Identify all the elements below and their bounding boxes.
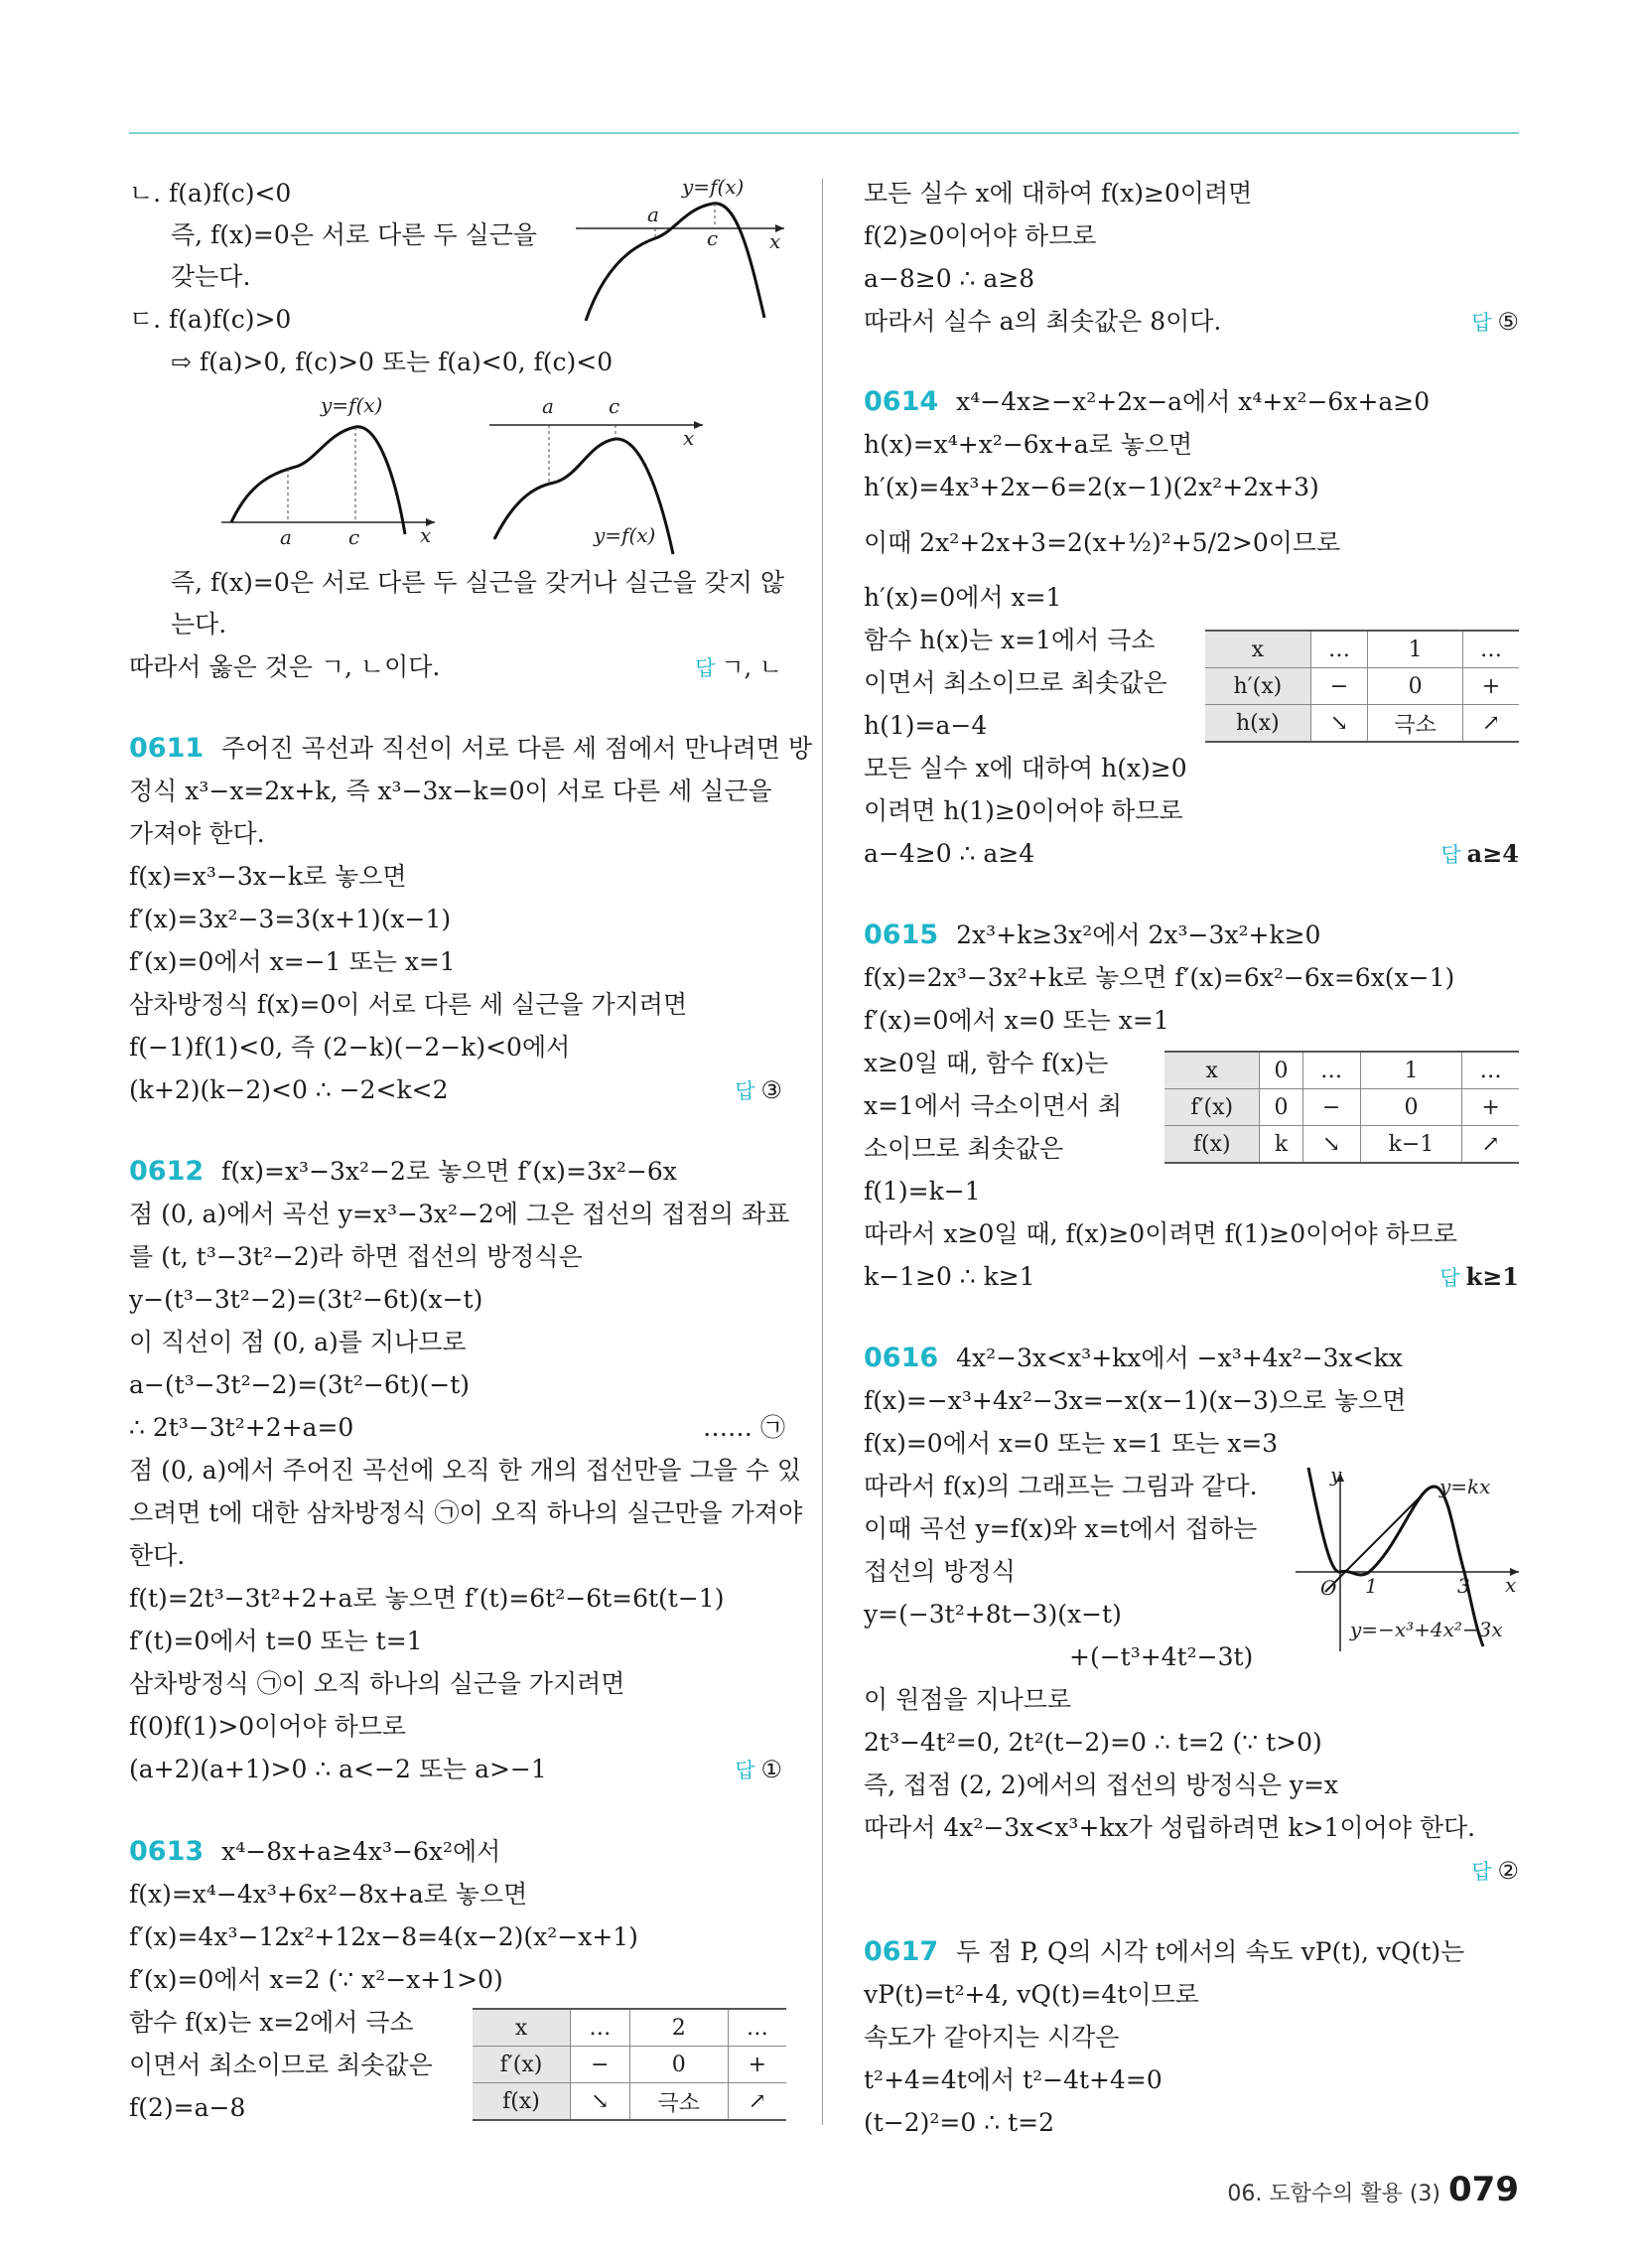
label-x: x (1505, 1573, 1517, 1597)
table-cell: 0 (1260, 1052, 1302, 1089)
table-cell: … (728, 2009, 786, 2047)
variation-table-0614 (1205, 630, 1519, 743)
curve-label: y=f(x) (682, 175, 745, 199)
table-row (473, 2009, 786, 2047)
answer-tag: 답 (1471, 1860, 1492, 1884)
text-line: 를 (t, t³−3t²−2)라 하면 접선의 방정식은 (129, 1242, 583, 1271)
text-line: 따라서 실수 a의 최솟값은 8이다. (864, 307, 1222, 336)
table-cell: 극소 (629, 2083, 728, 2121)
table-cell: ↗ (1462, 1126, 1519, 1164)
table-cell: x (473, 2009, 571, 2047)
text-line: f(t)=2t³−3t²+2+a로 놓으면 f′(t)=6t²−6t=6t(t−1) (129, 1584, 725, 1613)
table-cell: − (1310, 668, 1368, 705)
text-line: a−4≥0 ∴ a≥4 (864, 839, 1035, 868)
table-row (1205, 668, 1519, 705)
text-line: 함수 h(x)는 x=1에서 극소 (864, 626, 1156, 654)
text-line: k−1≥0 ∴ k≥1 (864, 1262, 1035, 1291)
text-line: 삼차방정식 f(x)=0이 서로 다른 세 실근을 가지려면 (129, 990, 688, 1019)
text-line: 모든 실수 x에 대하여 h(x)≥0 (864, 754, 1187, 782)
text-line: ㄷ. f(a)f(c)>0 (129, 305, 292, 334)
table-cell: 2 (629, 2009, 728, 2047)
page-number: 079 (1448, 2170, 1519, 2209)
answer-tag: 답 (735, 1079, 755, 1103)
text-line: 한다. (129, 1541, 186, 1570)
text-line: 가져야 한다. (129, 819, 265, 848)
answer-value: ⑤ (1497, 308, 1519, 336)
text-line: f(1)=k−1 (864, 1177, 981, 1205)
text-line: 따라서 x≥0일 때, f(x)≥0이려면 f(1)≥0이어야 하므로 (864, 1219, 1457, 1248)
text-line: f(x)=−x³+4x²−3x=−x(x−1)(x−3)으로 놓으면 (864, 1386, 1407, 1415)
graph-fa-fc-negative (566, 174, 789, 323)
answer-value: ㄱ, ㄴ (721, 653, 782, 681)
tick-3: 3 (1457, 1574, 1470, 1598)
label-x: x (420, 523, 432, 547)
equation-marker: …… ㉠ (703, 1413, 785, 1442)
text-line: 점 (0, a)에서 주어진 곡선에 오직 한 개의 접선만을 그을 수 있 (129, 1456, 801, 1485)
text-line: 이면서 최소이므로 최솟값은 (864, 668, 1167, 697)
problem-number: 0613 (129, 1836, 205, 1867)
table-cell: … (1462, 631, 1519, 668)
answer-610 (695, 650, 782, 685)
text-line: a−(t³−3t²−2)=(3t²−6t)(−t) (129, 1370, 471, 1399)
text-line: (a+2)(a+1)>0 ∴ a<−2 또는 a>−1 (129, 1755, 547, 1783)
table-cell: f′(x) (473, 2047, 571, 2083)
graph-cubic-tangent (1291, 1463, 1529, 1656)
curve (231, 427, 405, 534)
text-line: a−8≥0 ∴ a≥8 (864, 264, 1035, 293)
text-line: f′(t)=0에서 t=0 또는 t=1 (129, 1627, 423, 1655)
curve-label: y=f(x) (321, 393, 383, 417)
label-c: c (707, 226, 719, 250)
problem-0617 (864, 1935, 1464, 1969)
answer-value: k≥1 (1465, 1262, 1519, 1291)
table-cell: h(x) (1205, 705, 1310, 743)
x-axis-arrow (694, 421, 703, 429)
answer-611 (735, 1073, 782, 1108)
problem-number: 0611 (129, 733, 205, 764)
text-line: x⁴−8x+a≥4x³−6x²에서 (221, 1837, 501, 1866)
text-line: y=(−3t²+8t−3)(x−t) (864, 1600, 1122, 1629)
text-line: 삼차방정식 ㉠이 오직 하나의 실근을 가지려면 (129, 1669, 625, 1698)
variation-table-0615 (1164, 1051, 1519, 1164)
text-line: (t−2)²=0 ∴ t=2 (864, 2108, 1054, 2137)
text-line: 즉, f(x)=0은 서로 다른 두 실근을 갖거나 실근을 갖지 않 (171, 568, 785, 597)
text-line: 따라서 f(x)의 그래프는 그림과 같다. (864, 1472, 1258, 1500)
text-line: 즉, f(x)=0은 서로 다른 두 실근을 (171, 220, 537, 249)
text-line: 이때 2x²+2x+3=2(x+½)²+5/2>0이므로 (864, 528, 1341, 557)
text-line: 갖는다. (171, 262, 251, 291)
curve-label: y=−x³+4x²−3x (1350, 1618, 1503, 1641)
text-line: 4x²−3x<x³+kx에서 −x³+4x²−3x<kx (956, 1344, 1403, 1372)
text-line: f(2)=a−8 (129, 2093, 246, 2122)
answer-value: ③ (760, 1076, 782, 1104)
text-line: (k+2)(k−2)<0 ∴ −2<k<2 (129, 1075, 449, 1104)
text-line: y−(t³−3t²−2)=(3t²−6t)(x−t) (129, 1285, 483, 1314)
table-cell: f′(x) (1164, 1089, 1260, 1126)
table-row (1164, 1089, 1519, 1126)
top-rule (129, 132, 1519, 134)
text-line: 속도가 같아지는 시각은 (864, 2023, 1120, 2052)
table-cell: k−1 (1360, 1126, 1462, 1164)
answer-value: ② (1497, 1857, 1519, 1885)
text-line: h′(x)=0에서 x=1 (864, 583, 1062, 612)
text-line: 2t³−4t²=0, 2t²(t−2)=0 ∴ t=2 (∵ t>0) (864, 1728, 1322, 1757)
table-cell: ↘ (1302, 1126, 1360, 1164)
table-cell: 1 (1368, 631, 1463, 668)
table-cell: + (728, 2047, 786, 2083)
table-cell: 0 (1260, 1089, 1302, 1126)
table-cell: x (1205, 631, 1310, 668)
table-cell: 0 (1368, 668, 1463, 705)
answer-tag: 답 (1440, 843, 1461, 867)
curve-label: y=f(x) (594, 523, 656, 547)
table-cell: + (1462, 668, 1519, 705)
table-cell: 0 (629, 2047, 728, 2083)
text-line: f(−1)f(1)<0, 즉 (2−k)(−2−k)<0에서 (129, 1033, 571, 1062)
answer-tag: 답 (1471, 311, 1492, 335)
text-line: 즉, 접점 (2, 2)에서의 접선의 방정식은 y=x (864, 1771, 1339, 1799)
label-x: x (683, 426, 695, 450)
answer-tag: 답 (695, 656, 716, 680)
table-cell: + (1462, 1089, 1519, 1126)
problem-0611 (129, 732, 812, 766)
section-title: 06. 도함수의 활용 (3) (1227, 2182, 1441, 2206)
answer-613 (1471, 305, 1519, 340)
table-cell: 1 (1360, 1052, 1462, 1089)
table-row (473, 2047, 786, 2083)
answer-value: a≥4 (1466, 839, 1519, 868)
answer-value: ① (760, 1756, 782, 1783)
table-cell: − (571, 2047, 630, 2083)
label-a: a (542, 394, 554, 418)
problem-0614 (864, 385, 1430, 419)
text-line: f′(x)=3x²−3=3(x+1)(x−1) (129, 905, 452, 933)
text-line: +(−t³+4t²−3t) (1069, 1642, 1254, 1671)
text-line: ⇨ f(a)>0, f(c)>0 또는 f(a)<0, f(c)<0 (171, 348, 614, 376)
graph-both-positive (216, 393, 440, 549)
text-line: f(x)=x³−3x−k로 놓으면 (129, 862, 407, 891)
problem-number: 0612 (129, 1156, 205, 1187)
answer-tag: 답 (735, 1759, 755, 1782)
page-footer (1227, 2170, 1519, 2209)
table-cell: ↘ (571, 2083, 630, 2121)
problem-0615 (864, 919, 1320, 952)
text-line: 따라서 4x²−3x<x³+kx가 성립하려면 k>1이어야 한다. (864, 1813, 1476, 1842)
table-cell: ↗ (1462, 705, 1519, 743)
table-row (1164, 1126, 1519, 1164)
table-cell: f(x) (1164, 1126, 1260, 1164)
table-cell: … (1462, 1052, 1519, 1089)
text-line: f(x)=x⁴−4x³+6x²−8x+a로 놓으면 (129, 1880, 528, 1909)
problem-number: 0616 (864, 1343, 939, 1373)
text-line: 소이므로 최솟값은 (864, 1134, 1064, 1163)
text-line: h(x)=x⁴+x²−6x+a로 놓으면 (864, 430, 1193, 459)
text-line: x=1에서 극소이면서 최 (864, 1091, 1123, 1120)
text-line: f′(x)=0에서 x=0 또는 x=1 (864, 1006, 1169, 1035)
table-row (1205, 631, 1519, 668)
text-line: 점 (0, a)에서 곡선 y=x³−3x²−2에 그은 접선의 접점의 좌표 (129, 1200, 790, 1228)
text-line: 함수 f(x)는 x=2에서 극소 (129, 2008, 414, 2037)
text-line: t²+4=4t에서 t²−4t+4=0 (864, 2065, 1163, 2094)
answer-tag: 답 (1439, 1266, 1460, 1290)
text-line: 이면서 최소이므로 최솟값은 (129, 2051, 433, 2079)
text-line: 이때 곡선 y=f(x)와 x=t에서 접하는 (864, 1514, 1258, 1543)
table-cell: − (1302, 1089, 1360, 1126)
text-line: 따라서 옳은 것은 ㄱ, ㄴ이다. (129, 652, 441, 681)
variation-table-0613 (473, 2008, 786, 2121)
answer-616 (1471, 1854, 1519, 1889)
table-row (473, 2083, 786, 2121)
text-line: f(0)f(1)>0이어야 하므로 (129, 1712, 407, 1741)
problem-0612 (129, 1155, 677, 1189)
table-cell: x (1164, 1052, 1260, 1089)
table-cell: … (571, 2009, 630, 2047)
text-line: f(x)=2x³−3x²+k로 놓으면 f′(x)=6x²−6x=6x(x−1) (864, 963, 1455, 992)
label-a: a (647, 203, 659, 226)
label-c: c (348, 525, 360, 549)
table-row (1205, 705, 1519, 743)
table-row (1164, 1052, 1519, 1089)
table-cell: f(x) (473, 2083, 571, 2121)
text-line: 접선의 방정식 (864, 1557, 1016, 1586)
label-y: y (1330, 1463, 1342, 1487)
table-cell: … (1310, 631, 1368, 668)
text-line: f′(x)=0에서 x=2 (∵ x²−x+1>0) (129, 1965, 503, 1994)
answer-615 (1439, 1260, 1519, 1295)
table-cell: ↗ (728, 2083, 786, 2121)
text-line: x≥0일 때, 함수 f(x)는 (864, 1049, 1109, 1077)
text-line: 모든 실수 x에 대하여 f(x)≥0이려면 (864, 179, 1253, 208)
problem-number: 0615 (864, 920, 939, 950)
text-line: vP(t)=t²+4, vQ(t)=4t이므로 (864, 1980, 1199, 2009)
table-cell: 0 (1360, 1089, 1462, 1126)
curve (586, 204, 764, 321)
text-line: h(1)=a−4 (864, 711, 988, 740)
problem-number: 0617 (864, 1936, 939, 1967)
text-line: 두 점 P, Q의 시각 t에서의 속도 vP(t), vQ(t)는 (956, 1937, 1465, 1966)
table-cell: h′(x) (1205, 668, 1310, 705)
answer-614 (1440, 837, 1519, 872)
text-line: f′(x)=0에서 x=−1 또는 x=1 (129, 947, 456, 976)
label-x: x (769, 229, 781, 253)
table-cell: ↘ (1310, 705, 1368, 743)
text-line: h′(x)=4x³+2x−6=2(x−1)(2x²+2x+3) (864, 473, 1319, 501)
table-cell: … (1302, 1052, 1360, 1089)
text-line: 주어진 곡선과 직선이 서로 다른 세 점에서 만나려면 방 (221, 734, 813, 763)
table-cell: 극소 (1368, 705, 1463, 743)
problem-0613 (129, 1835, 500, 1869)
label-origin: O (1320, 1576, 1337, 1600)
problem-number: 0614 (864, 386, 939, 417)
text-line: ㄴ. f(a)f(c)<0 (129, 179, 292, 208)
answer-612 (735, 1753, 782, 1787)
line-label: y=kx (1439, 1475, 1491, 1498)
problem-0616 (864, 1342, 1403, 1375)
text-line: x⁴−4x≥−x²+2x−a에서 x⁴+x²−6x+a≥0 (956, 387, 1431, 416)
text-line: 정식 x³−x=2x+k, 즉 x³−3x−k=0이 서로 다른 세 실근을 (129, 777, 772, 805)
text-line: 2x³+k≥3x²에서 2x³−3x²+k≥0 (956, 921, 1321, 949)
text-line: f(x)=0에서 x=0 또는 x=1 또는 x=3 (864, 1429, 1279, 1458)
text-line: 이 원점을 지나므로 (864, 1685, 1072, 1714)
column-divider (822, 179, 823, 2125)
text-line: f(x)=x³−3x²−2로 놓으면 f′(x)=3x²−6x (221, 1157, 677, 1186)
tick-1: 1 (1365, 1574, 1378, 1598)
text-line: 이 직선이 점 (0, a)를 지나므로 (129, 1328, 467, 1356)
text-line: 는다. (171, 610, 227, 638)
text-line: f(2)≥0이어야 하므로 (864, 221, 1097, 250)
text-line: 으려면 t에 대한 삼차방정식 ㉠이 오직 하나의 실근만을 가져야 (129, 1498, 803, 1527)
label-a: a (280, 525, 292, 549)
text-line: f′(x)=4x³−12x²+12x−8=4(x−2)(x²−x+1) (129, 1922, 638, 1951)
text-line: ∴ 2t³−3t²+2+a=0 (129, 1413, 354, 1442)
graph-both-negative (484, 395, 708, 554)
label-c: c (609, 394, 620, 418)
text-line: 이려면 h(1)≥0이어야 하므로 (864, 796, 1183, 825)
table-cell: k (1260, 1126, 1302, 1164)
